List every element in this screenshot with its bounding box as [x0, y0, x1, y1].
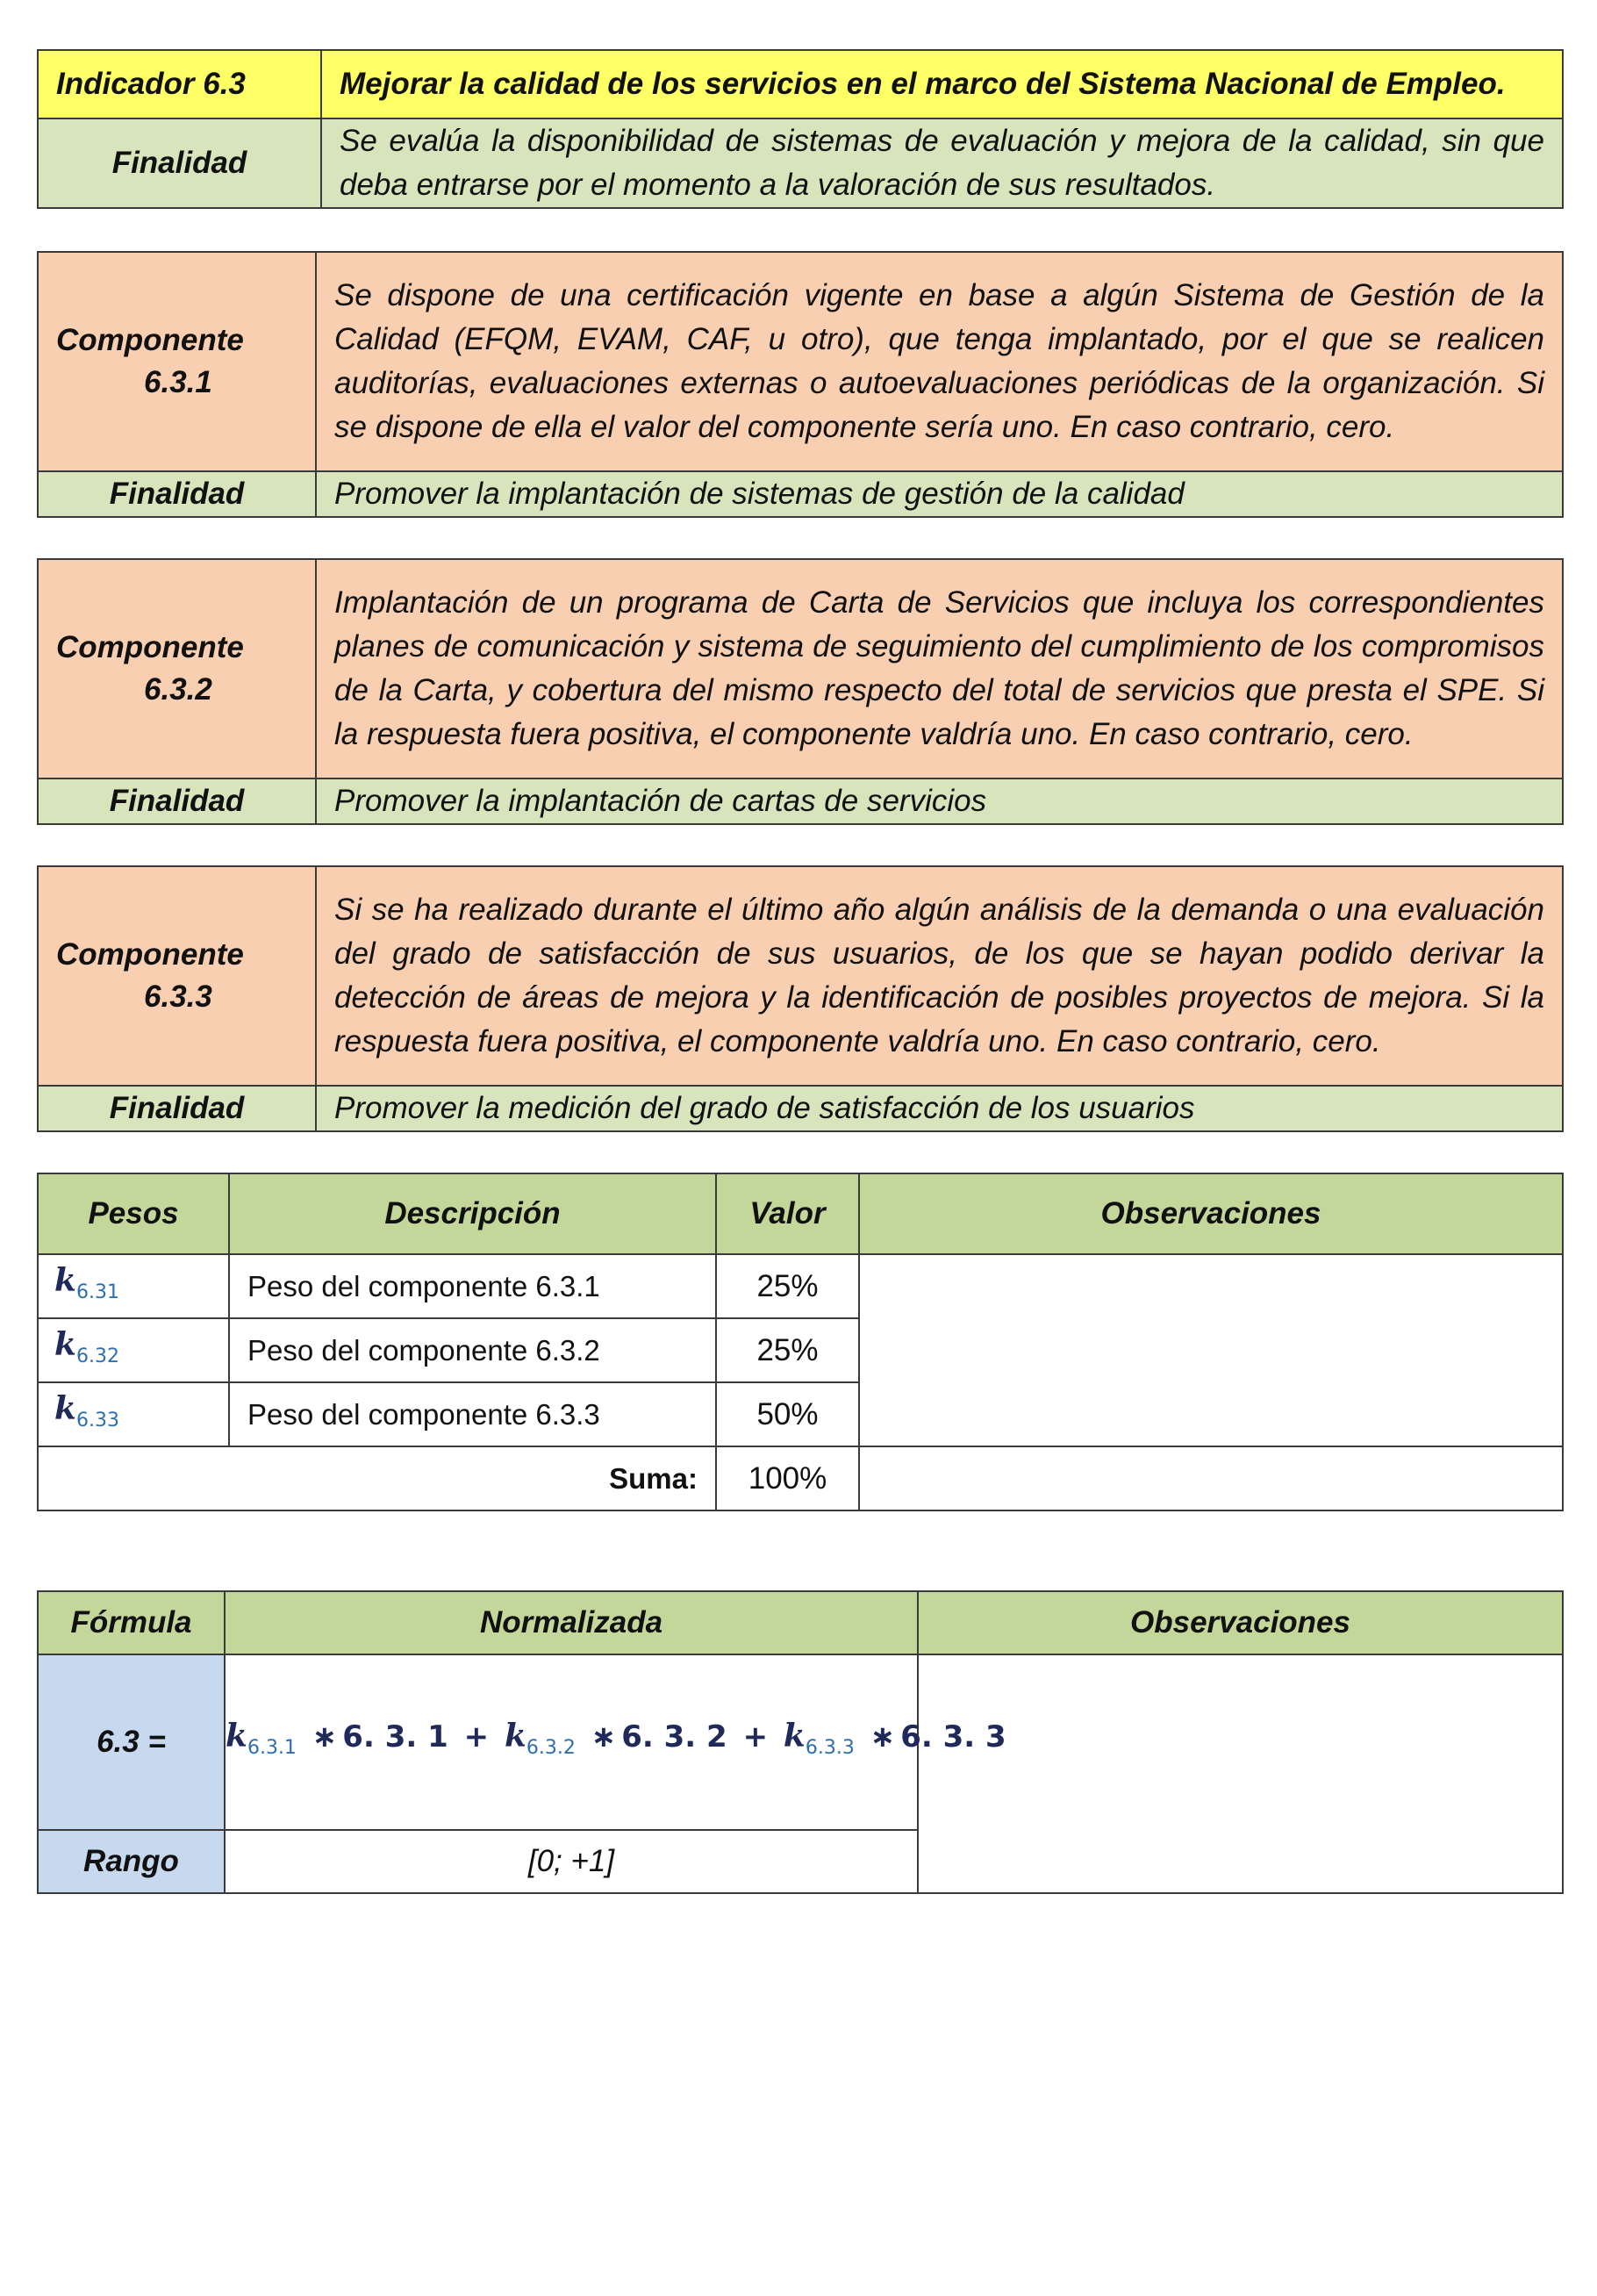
component-finalidad-text: Promover la implantación de cartas de servicios	[316, 778, 1563, 824]
component-label-line1: Componente	[56, 323, 244, 357]
weight-value: 25%	[716, 1318, 859, 1382]
formula-observations	[918, 1654, 1563, 1893]
component-table-1	[37, 251, 1564, 518]
weights-header-pesos: Pesos	[38, 1173, 229, 1254]
weights-table	[37, 1173, 1564, 1511]
weights-observations	[859, 1254, 1563, 1446]
component-label	[38, 866, 316, 1086]
formula-header-observaciones: Observaciones	[918, 1591, 1563, 1654]
component-text: Implantación de un programa de Carta de Servicios que incluya los correspondientes planes de comunicación y sistema de seguimiento del cumplimiento de los compromisos de la Carta, y cobertura del mismo respecto del total de servicios que presta el SPE. Si la respuesta fuera positiva, el componente valdría uno. En caso contrario, cero.	[316, 559, 1563, 778]
component-table-3	[37, 865, 1564, 1132]
indicator-finalidad-label: Finalidad	[38, 118, 321, 208]
formula-header-normalizada: Normalizada	[225, 1591, 918, 1654]
formula-label: 6.3 =	[38, 1654, 225, 1830]
formula-component: 6. 3. 2	[621, 1719, 727, 1754]
formula-k-symbol: $k_{6.3.3}$	[783, 1718, 855, 1759]
formula-header-formula: Fórmula	[38, 1591, 225, 1654]
component-finalidad-text: Promover la implantación de sistemas de gestión de la calidad	[316, 471, 1563, 517]
multiply-operator: ∗	[591, 1719, 617, 1754]
component-label-line2: 6.3.3	[144, 979, 212, 1014]
weight-value: 25%	[716, 1254, 859, 1318]
formula-k-symbol: $k_{6.3.1}$	[226, 1718, 297, 1759]
component-label-line1: Componente	[56, 630, 244, 664]
multiply-operator: ∗	[870, 1719, 896, 1754]
component-label	[38, 559, 316, 778]
component-label-line2: 6.3.1	[144, 365, 212, 399]
formula-table	[37, 1590, 1564, 1894]
weight-k-symbol: $k_{6.33}$	[54, 1389, 119, 1431]
range-label: Rango	[38, 1830, 225, 1893]
component-label-line2: 6.3.2	[144, 672, 212, 707]
formula-component: 6. 3. 1	[342, 1719, 448, 1754]
weights-header-valor: Valor	[716, 1173, 859, 1254]
weight-description: Peso del componente 6.3.1	[229, 1254, 716, 1318]
component-text: Se dispone de una certificación vigente en base a algún Sistema de Gestión de la Calidad (EFQM, EVAM, CAF, u otro), que tenga implantado, por el que se realicen auditorías, evaluaciones externas o autoevaluaciones periódicas de la organización. Si se dispone de ella el valor del componente sería uno. En caso contrario, cero.	[316, 252, 1563, 471]
weight-value: 50%	[716, 1382, 859, 1446]
weight-k-symbol: $k_{6.32}$	[54, 1325, 119, 1367]
indicator-title: Mejorar la calidad de los servicios en el marco del Sistema Nacional de Empleo.	[321, 50, 1563, 118]
weight-description: Peso del componente 6.3.2	[229, 1318, 716, 1382]
indicator-label: Indicador 6.3	[38, 50, 321, 118]
formula-component: 6. 3. 3	[900, 1719, 1006, 1754]
formula-k-symbol: $k_{6.3.2}$	[504, 1718, 576, 1759]
weights-sum-observations	[859, 1446, 1563, 1510]
formula-normalized	[226, 1718, 1006, 1759]
component-text: Si se ha realizado durante el último año algún análisis de la demanda o una evaluación del grado de satisfacción de sus usuarios, de los que se hayan podido derivar la detección de áreas de mejora y la identificación de posibles proyectos de mejora. Si la respuesta fuera positiva, el componente valdría uno. En caso contrario, cero.	[316, 866, 1563, 1086]
component-finalidad-label: Finalidad	[38, 778, 316, 824]
weight-symbol	[38, 1382, 229, 1446]
weight-description: Peso del componente 6.3.3	[229, 1382, 716, 1446]
weight-symbol	[38, 1254, 229, 1318]
component-table-2	[37, 558, 1564, 825]
indicator-finalidad-text: Se evalúa la disponibilidad de sistemas de evaluación y mejora de la calidad, sin que deba entrarse por el momento a la valoración de sus resultados.	[321, 118, 1563, 208]
range-value: [0; +1]	[225, 1830, 918, 1893]
weight-k-symbol: $k_{6.31}$	[54, 1261, 119, 1303]
component-label	[38, 252, 316, 471]
weights-header-descripcion: Descripción	[229, 1173, 716, 1254]
plus-operator: +	[742, 1719, 769, 1754]
weights-sum-value: 100%	[716, 1446, 859, 1510]
component-finalidad-label: Finalidad	[38, 471, 316, 517]
plus-operator: +	[463, 1719, 490, 1754]
weight-symbol	[38, 1318, 229, 1382]
component-finalidad-label: Finalidad	[38, 1086, 316, 1131]
formula-expression	[225, 1654, 1006, 1830]
weights-sum-label: Suma:	[38, 1446, 716, 1510]
multiply-operator: ∗	[312, 1719, 338, 1754]
indicator-table	[37, 49, 1564, 209]
weights-header-observaciones: Observaciones	[859, 1173, 1563, 1254]
component-finalidad-text: Promover la medición del grado de satisfacción de los usuarios	[316, 1086, 1563, 1131]
component-label-line1: Componente	[56, 937, 244, 972]
